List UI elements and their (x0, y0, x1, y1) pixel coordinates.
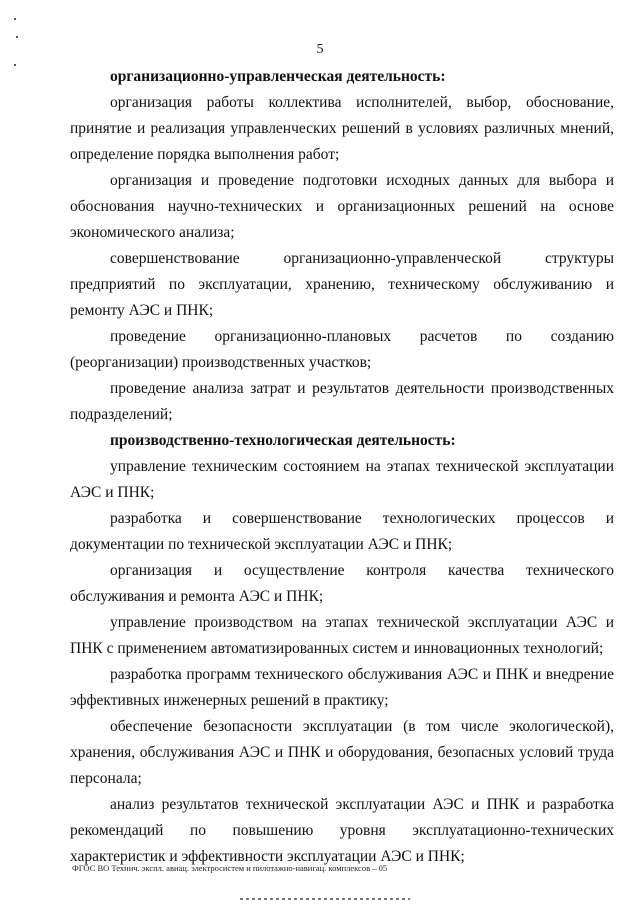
list-item: управление техническим состоянием на этапах технической эксплуатации АЭС и ПНК; (70, 458, 614, 501)
list-item: анализ результатов технической эксплуатации АЭС и ПНК и разработка рекомендаций по повышению уровня эксплуатационно-технических характеристик и эффективности эксплуатации АЭС и ПНК; (70, 796, 614, 865)
list-item: проведение анализа затрат и результатов деятельности производственных подразделений; (70, 380, 614, 423)
list-item: организация и проведение подготовки исходных данных для выбора и обоснования научно-технических и организационных решений на основе экономического анализа; (70, 172, 614, 241)
list-item: проведение организационно-плановых расчетов по созданию (реорганизации) производственных участков; (70, 328, 614, 371)
section-heading: организационно-управленческая деятельность: (110, 68, 446, 85)
list-item: разработка программ технического обслуживания АЭС и ПНК и внедрение эффективных инженерных решений в практику; (70, 666, 614, 709)
list-item: организация и осуществление контроля качества технического обслуживания и ремонта АЭС и ПНК; (70, 562, 614, 605)
document-body (70, 64, 614, 870)
scan-mark (14, 18, 16, 20)
section-heading: производственно-технологическая деятельность: (110, 432, 456, 449)
list-item: разработка и совершенствование технологических процессов и документации по технической эксплуатации АЭС и ПНК; (70, 510, 614, 553)
footer-note: ФГОС ВО Технич. экспл. авиац. электросистем и пилотажно-навигац. комплексов – 05 (72, 863, 388, 873)
list-item: управление производством на этапах технической эксплуатации АЭС и ПНК с применением автоматизированных систем и инновационных технологий; (70, 614, 614, 657)
list-item: совершенствование организационно-управленческой структуры предприятий по эксплуатации, хранению, техническому обслуживанию и ремонту АЭС и ПНК; (70, 250, 614, 319)
scan-edge-rule (240, 898, 410, 900)
list-item: обеспечение безопасности эксплуатации (в том числе экологической), хранения, обслуживания АЭС и ПНК и оборудования, безопасных условий труда персонала; (70, 718, 614, 787)
page-number: 5 (316, 42, 324, 57)
list-item: организация работы коллектива исполнителей, выбор, обоснование, принятие и реализация управленческих решений в условиях различных мнений, определение порядка выполнения работ; (70, 94, 614, 163)
scan-mark (16, 36, 18, 38)
scan-mark (14, 64, 16, 66)
